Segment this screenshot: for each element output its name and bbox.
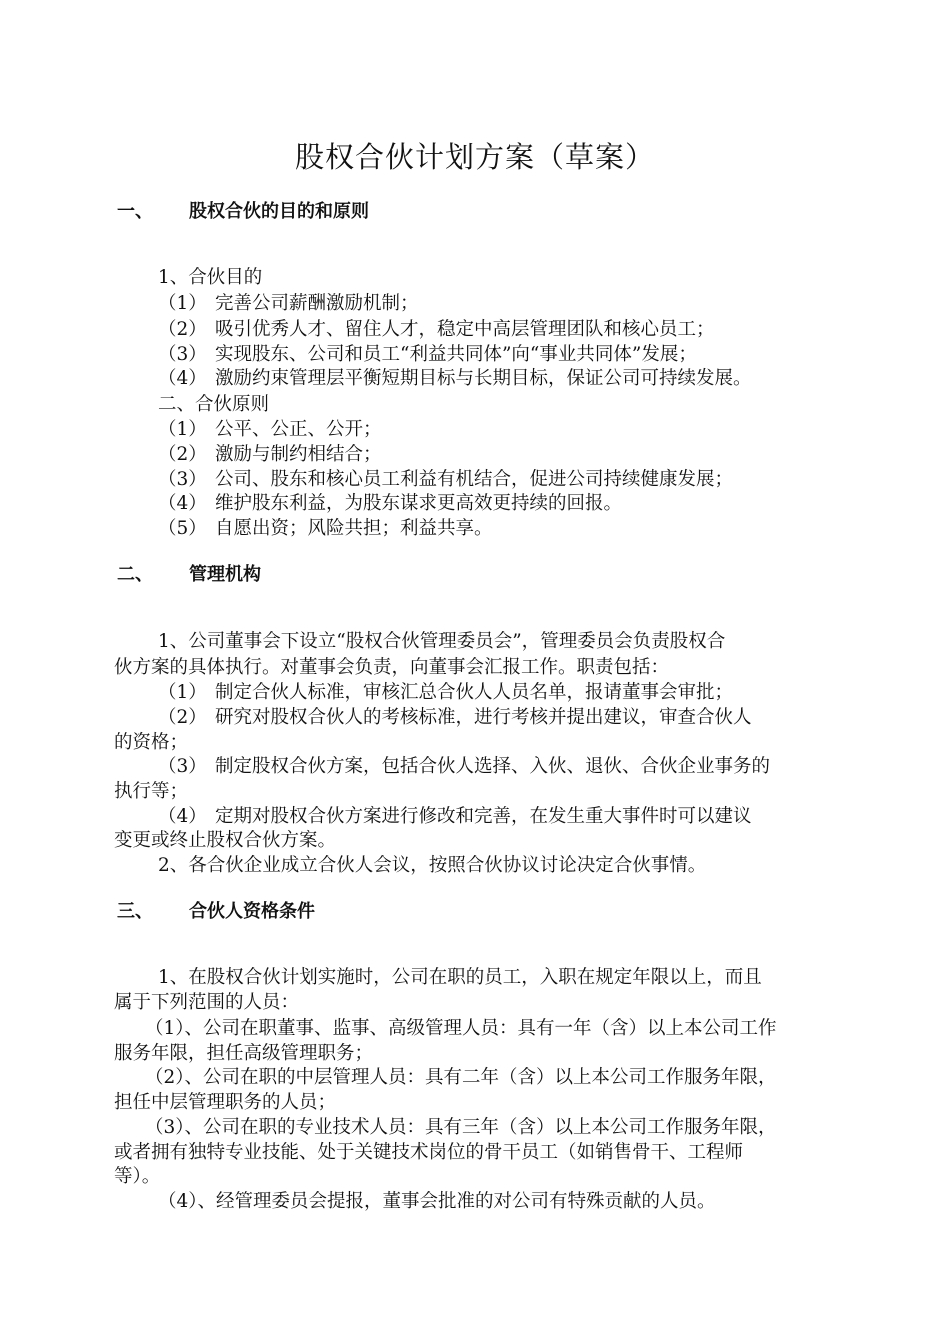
list-item: （3） 制定股权合伙方案，包括合伙人选择、入伙、退伙、合伙企业事务的 [158,756,771,777]
paragraph-line: （3）、公司在职的专业技术人员：具有三年（含）以上本公司工作服务年限， [145,1117,777,1138]
subheading-purpose: 1、合伙目的 [158,267,263,288]
section-title: 合伙人资格条件 [189,901,315,922]
subheading-principle: 二、合伙原则 [158,394,270,415]
list-item: （3） 公司、股东和核心员工利益有机结合，促进公司持续健康发展； [158,469,734,490]
section-number: 三、 [117,901,153,922]
paragraph-line: （1）、公司在职董事、监事、高级管理人员：具有一年（含）以上本公司工作 [145,1018,777,1039]
paragraph-line: 担任中层管理职务的人员； [114,1092,337,1113]
section-number: 二、 [117,564,153,585]
list-item: （4） 定期对股权合伙方案进行修改和完善，在发生重大事件时可以建议 [158,806,752,827]
list-item: （2） 研究对股权合伙人的考核标准，进行考核并提出建议，审查合伙人 [158,707,752,728]
paragraph-line: 属于下列范围的人员： [114,992,300,1013]
section-title: 股权合伙的目的和原则 [189,201,369,222]
list-item-continuation: 的资格； [114,732,189,753]
paragraph-line: （2）、公司在职的中层管理人员：具有二年（含）以上本公司工作服务年限， [145,1067,777,1088]
section-number: 一、 [117,201,153,222]
list-item: （4） 维护股东利益，为股东谋求更高效更持续的回报。 [158,493,623,514]
list-item: （4） 激励约束管理层平衡短期目标与长期目标，保证公司可持续发展。 [158,368,752,389]
list-item-continuation: 变更或终止股权合伙方案。 [114,830,337,851]
page-title: 股权合伙计划方案（草案） [294,140,655,174]
section-heading-2 [117,560,261,586]
list-item: （1） 公平、公正、公开； [158,419,382,440]
list-item: （5） 自愿出资；风险共担；利益共享。 [158,518,493,539]
list-item: （1） 制定合伙人标准，审核汇总合伙人人员名单，报请董事会审批； [158,682,734,703]
list-item-continuation: 执行等； [114,781,189,802]
paragraph-line: 等）。 [114,1166,161,1187]
paragraph-line: 服务年限，担任高级管理职务； [114,1043,374,1064]
list-item: （2） 激励与制约相结合； [158,444,382,465]
paragraph-line: 伙方案的具体执行。对董事会负责，向董事会汇报工作。职责包括： [114,657,670,678]
section-heading-3 [117,897,315,923]
section-title: 管理机构 [189,564,261,585]
list-item: （2） 吸引优秀人才、留住人才，稳定中高层管理团队和核心员工； [158,319,715,340]
paragraph-line: 或者拥有独特专业技能、处于关键技术岗位的骨干员工（如销售骨干、工程师 [114,1142,744,1163]
paragraph-line: 1、在股权合伙计划实施时，公司在职的员工，入职在规定年限以上，而且 [158,967,762,988]
list-item: （1） 完善公司薪酬激励机制； [158,293,419,314]
list-item: （3） 实现股东、公司和员工“利益共同体”向“事业共同体”发展； [158,344,697,365]
paragraph-line: 2、各合伙企业成立合伙人会议，按照合伙协议讨论决定合伙事情。 [158,855,707,876]
paragraph-line: 1、公司董事会下设立“股权合伙管理委员会”，管理委员会负责股权合 [158,631,726,652]
section-heading-1 [117,197,369,223]
paragraph-line: （4）、经管理委员会提报，董事会批准的对公司有特殊贡献的人员。 [158,1191,716,1212]
